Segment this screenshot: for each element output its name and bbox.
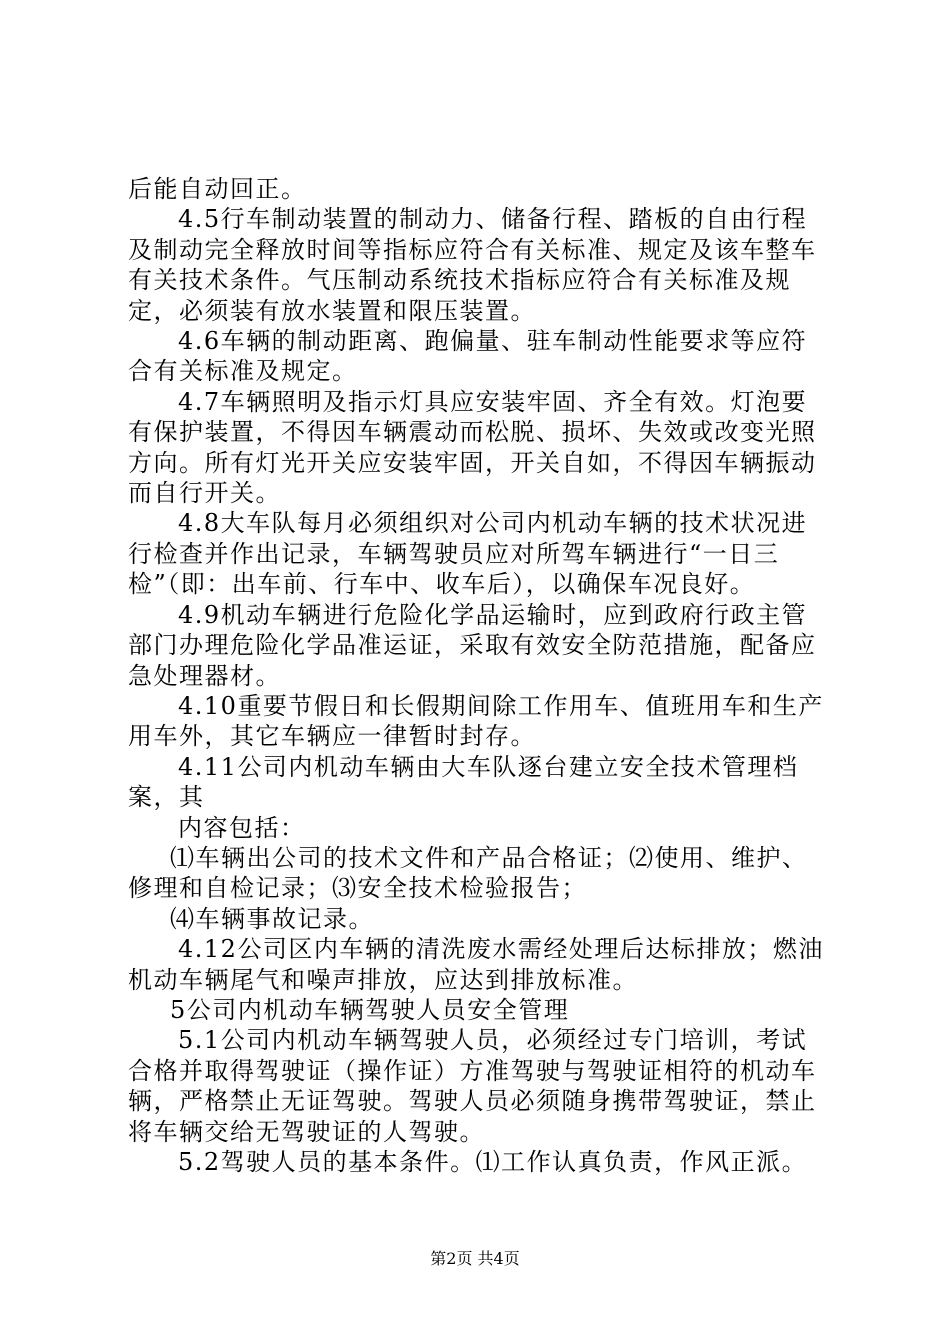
paragraph: ⑴车辆出公司的技术文件和产品合格证；⑵使用、维护、修理和自检记录；⑶安全技术检验报告； [128,843,808,903]
page-footer: 第2页 共4页 [430,1249,520,1268]
paragraph: ⑷车辆事故记录。 [170,904,374,933]
paragraph: 内容包括： [178,813,306,842]
paragraph: 4.8大车队每月必须组织对公司内机动车辆的技术状况进行检查并作出记录，车辆驾驶员应对所驾车辆进行“一日三检”（即：出车前、行车中、收车后），以确保车况良好。 [128,509,808,599]
paragraph: 4.7车辆照明及指示灯具应安装牢固、齐全有效。灯泡要有保护装置，不得因车辆震动而松脱、损坏、失效或改变光照方向。所有灯光开关应安装牢固，开关自如，不得因车辆振动而自行开关。 [128,387,817,508]
paragraph: 5.2驾驶人员的基本条件。⑴工作认真负责，作风正派。 [178,1148,808,1176]
section-heading: 5公司内机动车辆驾驶人员安全管理 [170,995,570,1024]
paragraph: 4.12公司区内车辆的清洗废水需经处理后达标排放；燃油机动车辆尾气和噪声排放，应达到排放标准。 [128,935,824,994]
paragraph: 4.10重要节假日和长假期间除工作用车、值班用车和生产用车外，其它车辆应一律暂时封存。 [128,691,824,751]
paragraph: 5.1公司内机动车辆驾驶人员，必须经过专门培训，考试合格并取得驾驶证（操作证）方准驾驶与驾驶证相符的机动车辆，严格禁止无证驾驶。驾驶人员必须随身携带驾驶证，禁止将车辆交给无驾驶证的人驾驶。 [128,1026,817,1146]
paragraph: 4.6车辆的制动距离、跑偏量、驻车制动性能要求等应符合有关标准及规定。 [128,327,808,386]
paragraph: 4.11公司内机动车辆由大车队逐台建立安全技术管理档案，其 [128,752,799,812]
body-text [128,174,832,1177]
paragraph: 后能自动回正。 [128,175,307,203]
paragraph: 4.9机动车辆进行危险化学品运输时，应到政府行政主管部门办理危险化学品准运证，采取有效安全防范措施，配备应急处理器材。 [128,600,817,690]
paragraph: 4.5行车制动装置的制动力、储备行程、踏板的自由行程及制动完全释放时间等指标应符合有关标准、规定及该车整车有关技术条件。气压制动系统技术指标应符合有关标准及规定，必须装有放水装置和限压装置。 [128,205,817,325]
